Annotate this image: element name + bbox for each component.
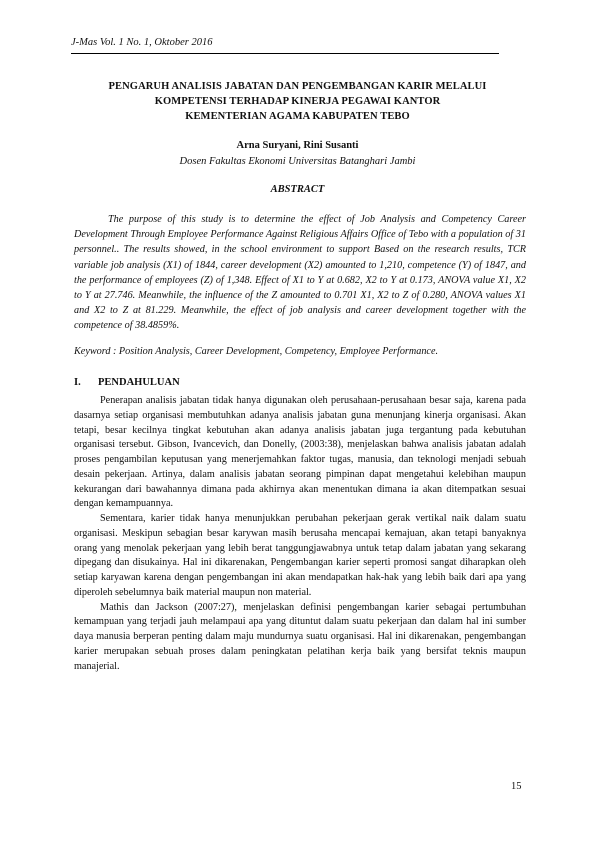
body-paragraph: Sementara, karier tidak hanya menunjukkan perubahan pekerjaan gerak vertikal naik dalam suatu organisasi. Meskipun sebagian besar karywan masih berusaha mencapai kemajuan, akan tetapi banyaknya orang yang menolak pekerjaan yang lebih berat tanggungjawabnya untuk tetap dalam jabatan yang sekarang dipegang dan disukainya. Hal ini dikarenakan, Pengembangan karier seperti promosi sangat diharapkan oleh setiap karyawan karena dengan pengembangan ini akan mendapatkan hak-hak yang lebih baik dari apa yang diperoleh sebelumnya baik material maupun non material.: [74, 513, 526, 598]
section-heading: [74, 377, 180, 388]
running-header: J-Mas Vol. 1 No. 1, Oktober 2016: [71, 37, 213, 48]
section-number: I.: [74, 377, 81, 388]
title-line: KEMENTERIAN AGAMA KABUPATEN TEBO: [185, 111, 410, 122]
abstract-text: The purpose of this study is to determine the effect of Job Analysis and Competency Career Development Through Employee Performance Against Religious Affairs Office of Tebo with a population of 31 personnel.. The results showed, in the school environment to support Based on the research results, TCR variable job analysis (X1) of 1844, career development (X2) amounted to 1,210, competence (Y) of 1847, and the performance of employees (Z) of 1,348. Effect of X1 to Y at 0.682, X2 to Y at 0.173, ANOVA value X1, X2 to Y at 27.746. Meanwhile, the influence of the Z amounted to 0.701 X1, X2 to Z of 0.280, ANOVA values X1 and X2 to Z at 81.229. Meanwhile, the effect of job analysis and career development together with the competence of 38.4859%.: [74, 214, 526, 332]
title-line: KOMPETENSI TERHADAP KINERJA PEGAWAI KANTOR: [154, 96, 441, 107]
abstract-heading: ABSTRACT: [270, 184, 325, 195]
body-paragraph: Penerapan analisis jabatan tidak hanya digunakan oleh perusahaan-perusahaan besar saja, karena pada dasarnya setiap organisasi membutuhkan adanya analisis jabatan guna menunjang kinerja organisasi. Akan tetapi, besar kecilnya tingkat kebutuhan akan adanya analisis jabatan juga tergantung pada kebutuhan organisasi tersebut. Gibson, Ivancevich, dan Donelly, (2003:38), menjelaskan bahwa analisis jabatan adalah proses pengambilan keputusan yang menerjemahkan faktor tugas, manusia, dan teknologi menjadi sebuah desain pekerjaan. Artinya, dalam analisis jabatan seorang pimpinan dapat mengetahui kelebihan maupun kekurangan dari bawahannya dimana pada akhirnya akan menentukan dimana ia akan ditempatkan sesuai dengan kemampuannya.: [74, 395, 526, 510]
page-number: 15: [511, 781, 522, 792]
keywords: Keyword : Position Analysis, Career Development, Competency, Employee Performance.: [74, 346, 439, 357]
section-body: [74, 394, 526, 674]
body-paragraph: Mathis dan Jackson (2007:27), menjelaskan definisi pengembangan karier sebagai pertumbuhan kemampuan yang terjadi jauh melampaui apa yang dituntut dalam suatu pekerjaan dan dalam hal ini sumber daya manusia berperan penting dalam maju mundurnya suatu organisasi. Hal ini dikarenakan, pengembangan karier merupakan sebuah proses dalam peningkatan pelatihan kerja baik yang bersifat teknis maupun manajerial.: [74, 601, 526, 672]
authors: Arna Suryani, Rini Susanti: [236, 140, 359, 151]
header-rule: [71, 53, 499, 54]
affiliation: Dosen Fakultas Ekonomi Universitas Batanghari Jambi: [179, 156, 416, 167]
section-title: PENDAHULUAN: [98, 377, 180, 388]
title-line: PENGARUH ANALISIS JABATAN DAN PENGEMBANGAN KARIR MELALUI: [108, 81, 487, 92]
paper-title: [60, 79, 535, 124]
